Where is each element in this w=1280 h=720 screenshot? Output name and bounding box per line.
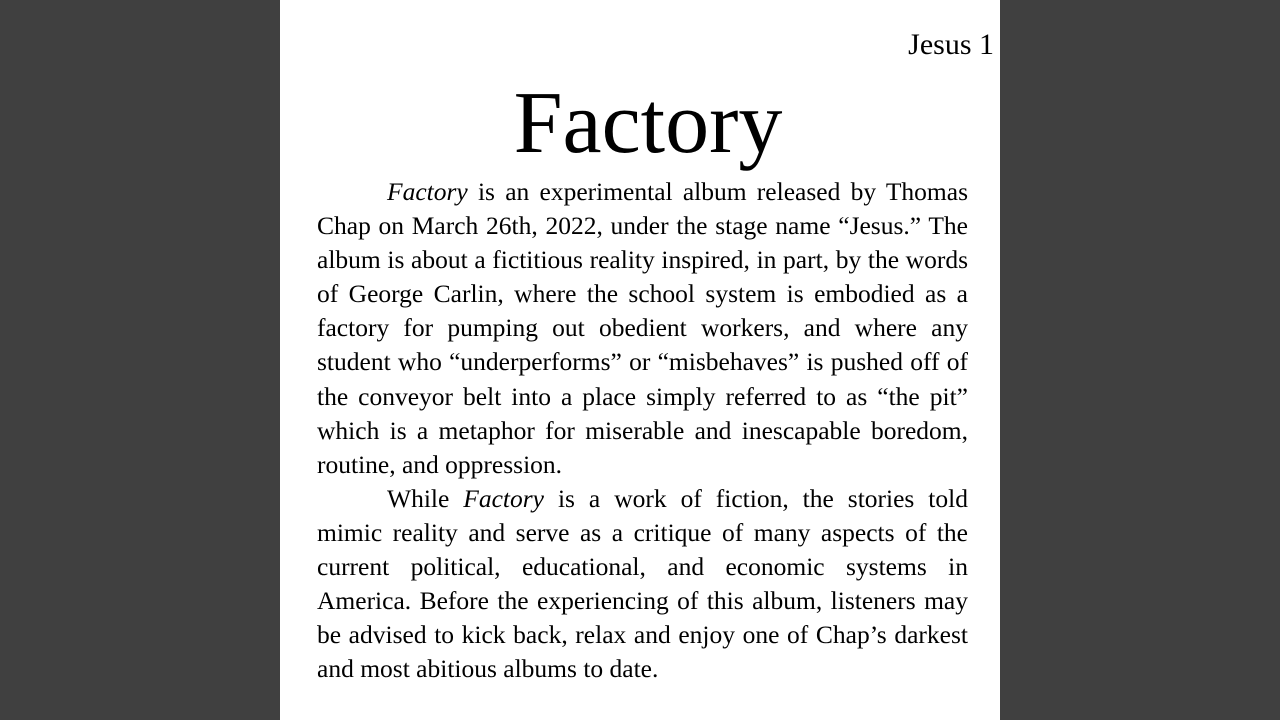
paragraph-2-text: is a work of fiction, the stories told mimic reality and serve as a critique of many aspects of the current political, educational, and economic systems in America. Before the experiencing of this album, listeners may be advised to kick back, relax and enjoy one of Chap’s darkest and most abitious albums to date. — [317, 483, 968, 684]
paragraph-2 — [317, 482, 968, 687]
document-page — [280, 0, 1000, 720]
paragraph-1-text: is an experimental album released by Thomas Chap on March 26th, 2022, under the stage name “Jesus.” The album is about a fictitious reality inspired, in part, by the words of George Carlin, where the school system is embodied as a factory for pumping out obedient workers, and where any student who “underperforms” or “misbehaves” is pushed off of the conveyor belt into a place simply referred to as “the pit” which is a metaphor for miserable and inescapable boredom, routine, and oppression. — [317, 177, 968, 479]
page-title: Factory — [513, 75, 783, 172]
album-title-italic: Factory — [387, 177, 468, 206]
album-title-italic: Factory — [463, 483, 544, 513]
body-text — [317, 175, 968, 686]
paragraph-2-lead: While — [387, 483, 464, 513]
running-head: Jesus 1 — [908, 28, 994, 61]
paragraph-1 — [317, 175, 968, 482]
